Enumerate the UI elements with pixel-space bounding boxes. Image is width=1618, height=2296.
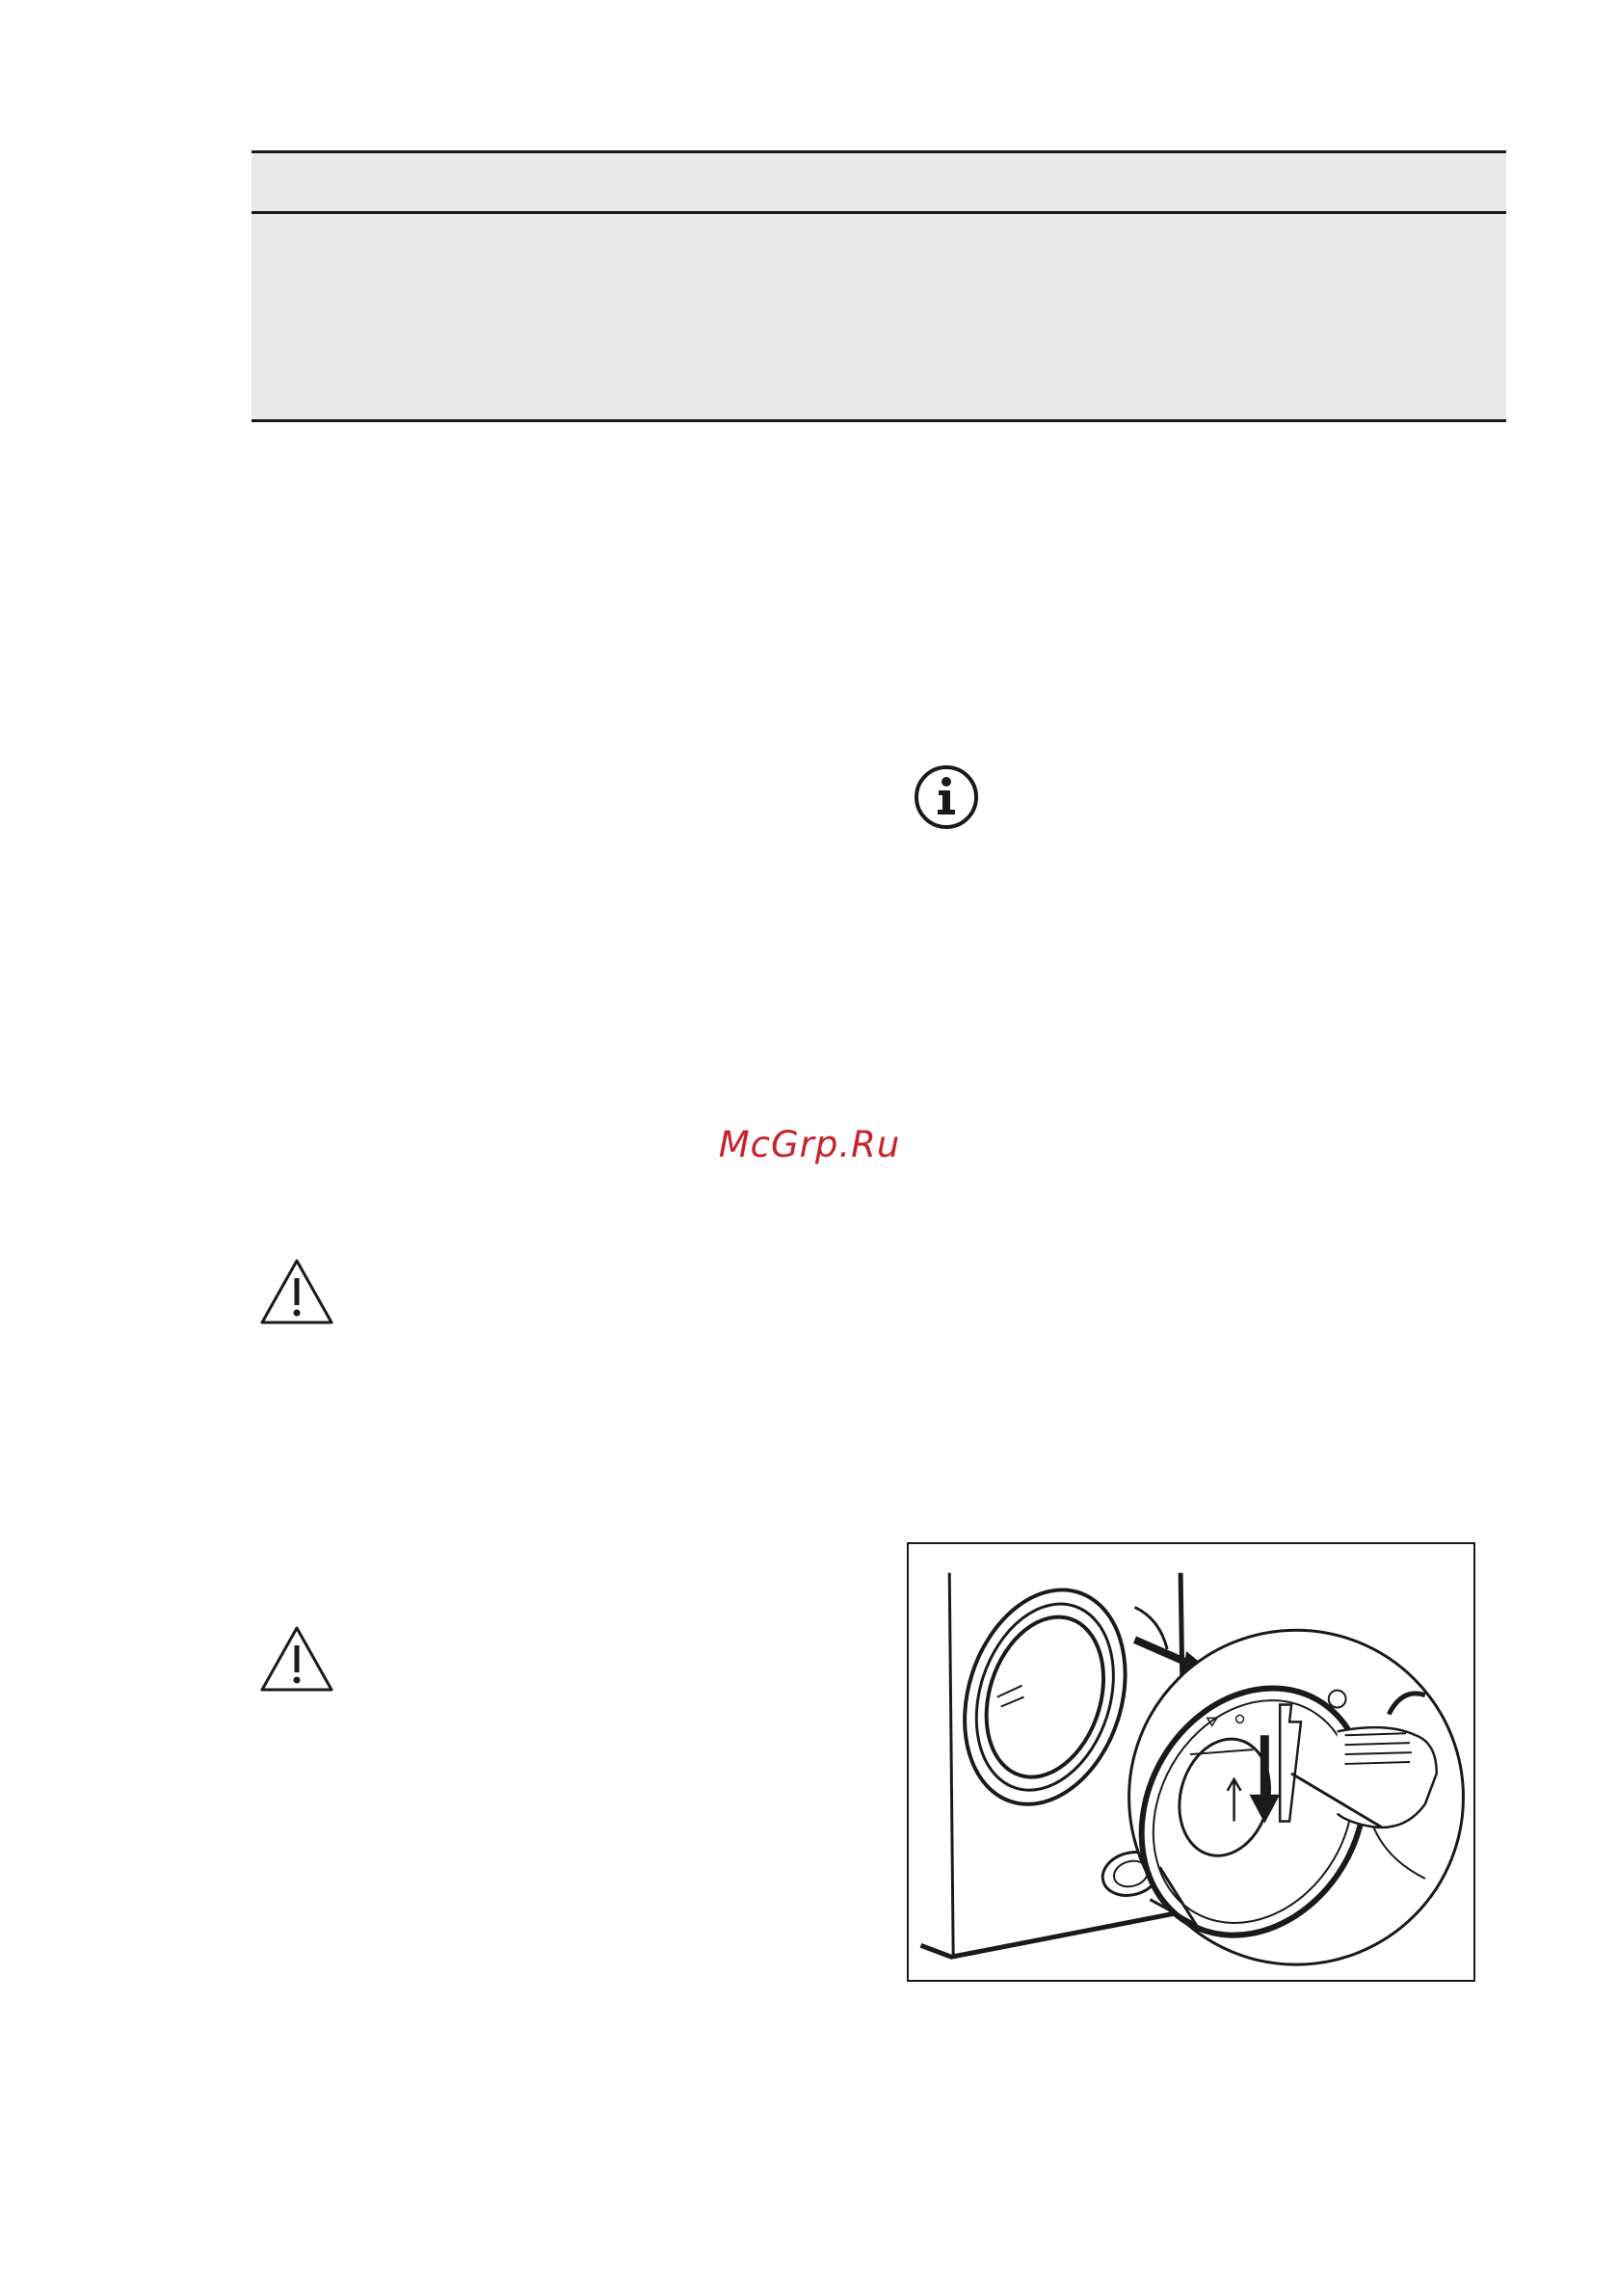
- data-table: [252, 150, 1506, 422]
- table-header-row: [252, 153, 1506, 214]
- warning-triangle-icon: [258, 1257, 335, 1326]
- watermark: McGrp.Ru: [718, 1124, 901, 1165]
- drain-pump-filter-illustration: [907, 1542, 1475, 1982]
- warning-triangle-icon: [258, 1624, 335, 1694]
- info-icon: [914, 764, 979, 830]
- table-body-row: [252, 214, 1506, 419]
